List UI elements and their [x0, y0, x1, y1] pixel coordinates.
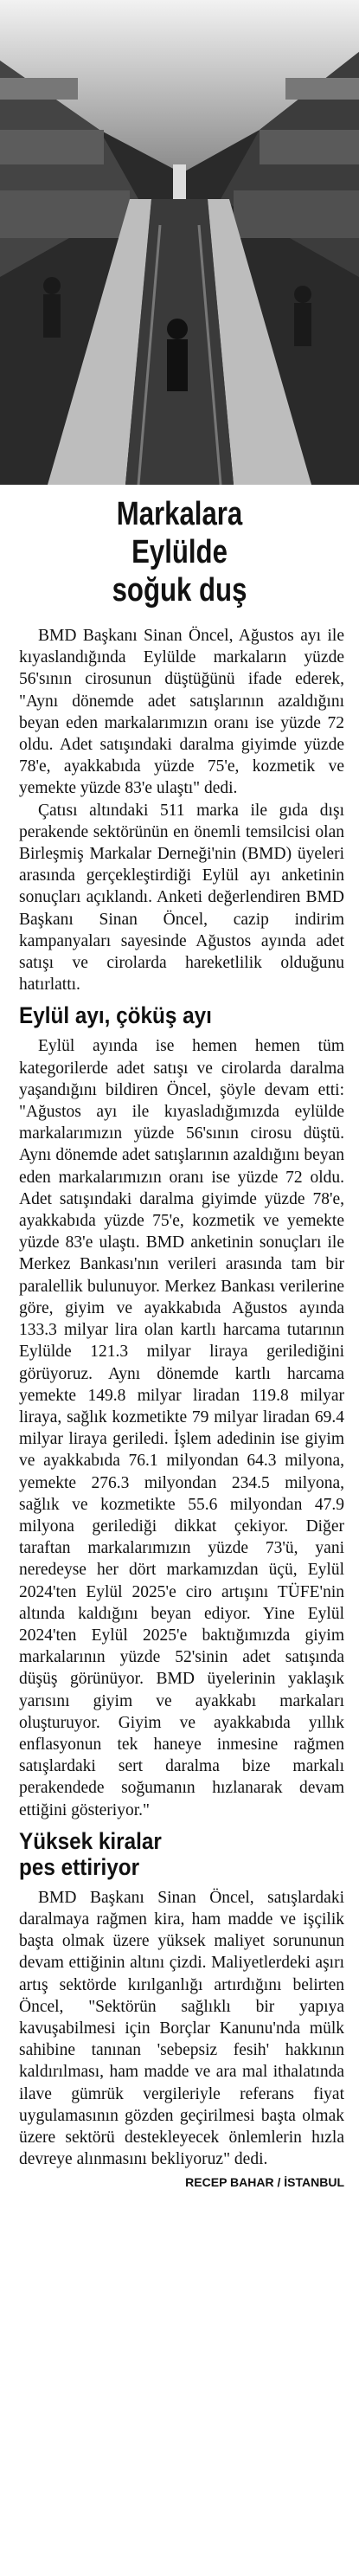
headline-line-3: soğuk duş: [112, 572, 247, 609]
section2-title-line-1: Yüksek kiralar: [19, 1827, 162, 1854]
headline: [32, 495, 326, 609]
headline-line-1: Markalara: [116, 496, 243, 532]
shopping-mall-photo: [0, 0, 359, 485]
section1-title: Eylül ayı, çöküş ayı: [19, 1002, 212, 1029]
headline-line-2: Eylülde: [131, 534, 228, 570]
byline: RECEP BAHAR / İSTANBUL: [185, 2175, 344, 2190]
section2-title-line-2: pes ettiriyor: [19, 1853, 140, 1880]
intro-paragraph-1: BMD Başkanı Sinan Öncel, Ağustos ayı ile kıyaslandığında Eylülde markaların yüzde 56'sının cirosunun düştüğünü ifade ederek, "Aynı dönemde adet satışlarının azaldığını beyan eden markalarımızın oranı ise yüzde 72 oldu. Adet satışındaki daralma giyimde yüzde 78'e, ayakkabıda yüzde 75'e, kozmetik ve yemekte yüzde 83'e ulaştı" dedi.: [19, 627, 344, 798]
article-body: [19, 625, 344, 2194]
section2-title: [19, 1828, 311, 1880]
section2-paragraph: BMD Başkanı Sinan Öncel, satışlardaki daralmaya rağmen kira, ham madde ve işçilik başta olmak üzere yüksek maliyet sorununun devam ettiğinin altını çizdi. Maliyetlerdeki aşırı artış sektörde kırılganlığı artırdığını belirten Öncel, "Sektörün sağlıklı bir yapıya kavuşabilmesi için Borçlar Kanunu'nda mülk sahibine tanınan 'sebepsiz fesih' hakkının kaldırılması, ham madde ve ara mal ithalatında ilave gümrük vergileriyle referans fiyat uygulamasının gözden geçirilmesi başta olmak üzere sektörü destekleyecek önlemlerin hızla devreye alınmasını bekliyoruz" dedi.: [19, 1888, 344, 2169]
section1-paragraph: Eylül ayında ise hemen hemen tüm kategorilerde adet satışı ve cirolarda daralma yaşandığını bildiren Öncel, şöyle devam etti: "Ağustos ayı ile kıyasladığımızda eylülde markalarımızın yüzde 56'sının cirosu düştü. Aynı dönemde adet satışlarının azaldığını beyan eden markalarımızın oranı ise yüzde 72 oldu. Adet satışındaki daralma giyimde yüzde 78'e, ayakkabıda yüzde 75'e, kozmetik ve yemekte yüzde 83'e ulaştı. BMD anketinin sonuçları ile Merkez Bankası'nın verileri arasında tam bir paralellik bulunuyor. Merkez Bankası verilerine göre, giyim ve ayakkabıda Ağustos ayında 133.3 milyar lira olan kartlı harcama tutarının Eylülde 121.3 milyar liraya gerilediğini görüyoruz. Aynı dönemde kartlı harcama yemekte 149.8 milyar liradan 119.8 milyar liraya, sağlık kozmetikte 79 milyar liradan 69.4 milyar liraya geriledi. İşlem adedinin ise giyim ve ayakkabıda 76.1 milyondan 64.3 milyona, yemekte 276.3 milyondan 234.5 milyona, sağlık ve kozmetikte 55.6 milyondan 47.9 milyona gerilediği dikkat çekiyor. Diğer taraftan markalarımızın yüzde 73'ü, yani neredeyse her dört markamızdan üçü, Eylül 2024'ten Eylül 2025'e ciro artışını TÜFE'nin altında kaldığını beyan ediyor. Yine Eylül 2024'ten Eylül 2025'e baktığımızda giyim markalarının yüzde 52'sinin adet satışında düşüş görünüyor. BMD üyelerinin yaklaşık yarısını giyim ve ayakkabı markaları oluşturuyor. Giyim ve ayakkabıda yıllık enflasyonun tek haneye inmesine rağmen satışlardaki sert daralma bize markalı perakendede soğumanın hızlanarak devam ettiğini gösteriyor.": [19, 1037, 344, 1819]
intro-paragraph-2: Çatısı altındaki 511 marka ile gıda dışı perakende sektörünün en önemli temsilcisi olan Birleşmiş Markalar Derneği'nin (BMD) üyeleri arasında gerçekleştirdiği Eylül ayı anketinin sonuçları açıklandı. Anketi değerlendiren BMD Başkanı Sinan Öncel, cazip indirim kampanyaları sayesinde Ağustos ayında adet satışı ve cirolarda hareketlilik olduğunu hatırlattı.: [19, 801, 344, 995]
